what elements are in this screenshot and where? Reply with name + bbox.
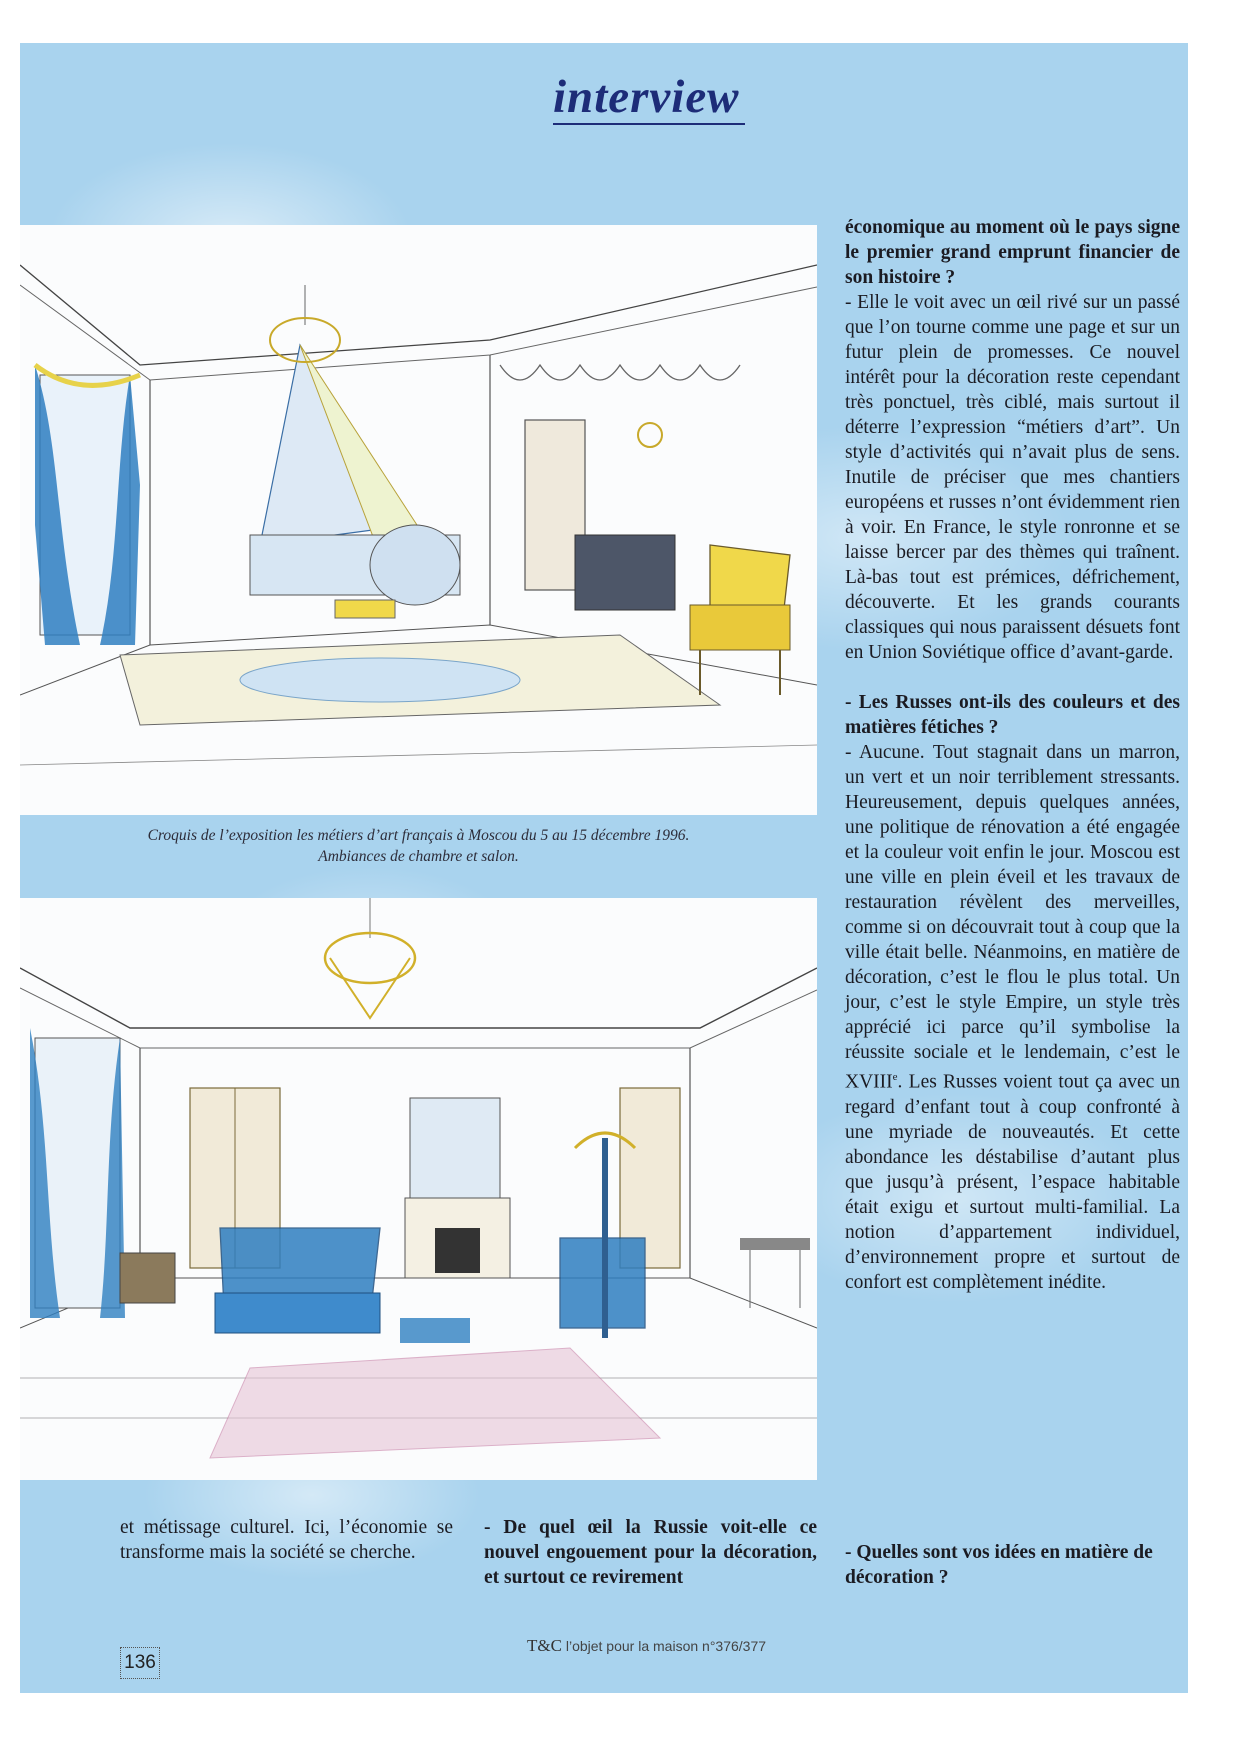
question-3-lead: - De quel œil la Russie voit-elle ce nouvel engouement pour la décoration, et surtout ce revirement: [484, 1517, 817, 1588]
section-title: interview: [553, 71, 740, 123]
bedroom-sketch-illustration: [20, 225, 817, 815]
footer-issue: l’objet pour la maison n°376/377: [561, 1638, 767, 1654]
footer-brand: T&C: [527, 1636, 562, 1655]
figure-caption: [20, 815, 817, 898]
salon-sketch-illustration: [20, 898, 817, 1480]
answer-2-part-1: - Aucune. Tout stagnait dans un marron, un vert et un noir terriblement stressants. Heureusement, depuis quelques années, une politique de rénovation a été engagée et la couleur voit enfin le jour. Moscou est une ville en plein éveil et les travaux de restauration révèlent des merveilles, comme si on découvrait tout à coup que la ville était belle. Néanmoins, en matière de décoration, c’est le flou le plus total. Un jour, c’est le style Empire, un style très apprécié ici parce qu’il symbolise la réussite sociale et le lendemain, c’est le XVIII: [845, 742, 1180, 1093]
question-1-tail: économique au moment où le pays signe le premier grand emprunt financier de son histoire ?: [845, 217, 1180, 288]
footer-publication: [527, 1636, 766, 1656]
answer-2: [845, 740, 1180, 1295]
paragraph-gap: [845, 665, 1180, 690]
caption-line-1: Croquis de l’exposition les métiers d’art français à Moscou du 5 au 15 décembre 1996.: [147, 827, 690, 844]
question-4: - Quelles sont vos idées en matière de décoration ?: [845, 1542, 1153, 1588]
answer-1: - Elle le voit avec un œil rivé sur un passé que l’on tourne comme une page et sur un futur plein de promesses. Ce nouvel intérêt pour la décoration reste cependant très ponctuel, très ciblé, mais surtout il déterre l’expression “métiers d’art”. Un style d’activités qui n’avait plus de sens. Inutile de préciser que mes chantiers européens et russes n’ont évidemment rien à voir. En France, le style ronronne et se laisse bercer par des thèmes qui traînent. Là-bas tout est prémices, défrichement, découverte. Et les grands courants classiques qui nous paraissent désuets font en Union Soviétique office d’avant-garde.: [845, 292, 1180, 663]
answer-2-superscript: e: [892, 1071, 898, 1083]
bottom-left-text: et métissage culturel. Ici, l’économie se transforme mais la société se cherche.: [120, 1517, 453, 1563]
page-number: 136: [120, 1647, 160, 1679]
question-2: - Les Russes ont-ils des couleurs et des matières fétiches ?: [845, 692, 1180, 738]
section-title-underline: [553, 123, 745, 125]
caption-line-2: Ambiances de chambre et salon.: [318, 848, 519, 865]
answer-2-part-2: . Les Russes voient tout ça avec un regard d’enfant tout à coup confronté à une myriade de nouveautés. Et cette abondance les déstabilise d’autant plus que jusqu’à présent, l’espace habitable était exigu et surtout multi-familial. La notion d’appartement individuel, d’environnement propre et surtout de confort est complètement inédite.: [845, 1071, 1180, 1293]
right-column-text: [845, 215, 1180, 1295]
